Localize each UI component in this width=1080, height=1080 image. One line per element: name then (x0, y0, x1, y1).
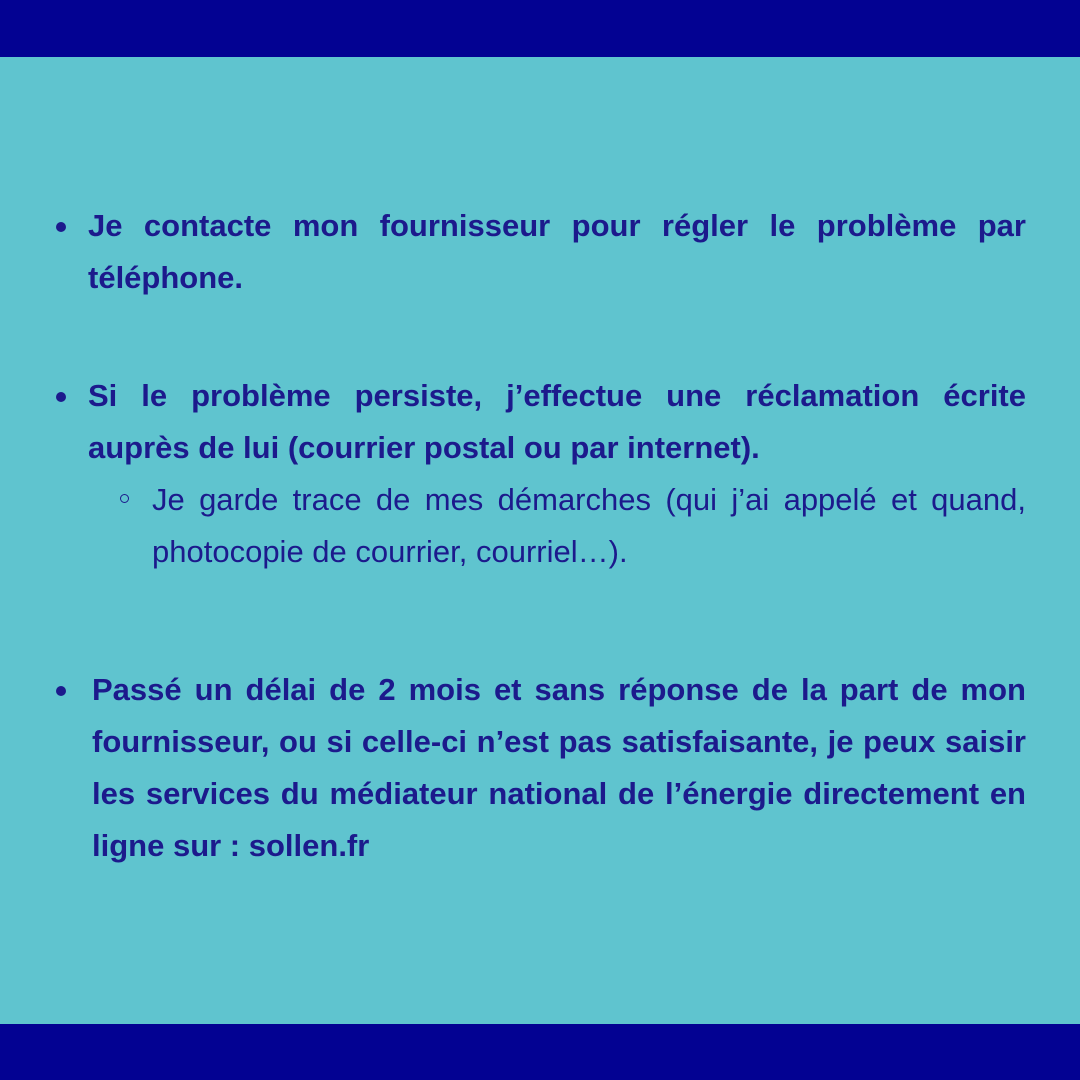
hollow-bullet-icon (120, 494, 129, 503)
bottom-band (0, 1024, 1080, 1080)
sub-step-keep-records (56, 474, 1026, 578)
step-text: Si le problème persiste, j’effectue une réclamation écrite auprès de lui (courrier postal ou par internet). (88, 378, 1026, 465)
sub-step-text: Je garde trace de mes démarches (qui j’ai appelé et quand, photocopie de courrier, courriel…). (152, 482, 1026, 569)
step-written-claim (56, 370, 1026, 474)
step-text: Je contacte mon fournisseur pour régler le problème par téléphone. (88, 208, 1026, 295)
step-contact-supplier (56, 200, 1026, 304)
bullet-icon (56, 222, 66, 232)
step-text: Passé un délai de 2 mois et sans réponse de la part de mon fournisseur, ou si celle-ci n’est pas satisfaisante, je peux saisir les services du médiateur national de l’énergie directement en ligne sur : sollen.fr (92, 672, 1026, 863)
bullet-icon (56, 686, 66, 696)
top-band (0, 0, 1080, 57)
steps-list (56, 200, 1026, 872)
step-mediator (56, 664, 1026, 872)
bullet-icon (56, 392, 66, 402)
